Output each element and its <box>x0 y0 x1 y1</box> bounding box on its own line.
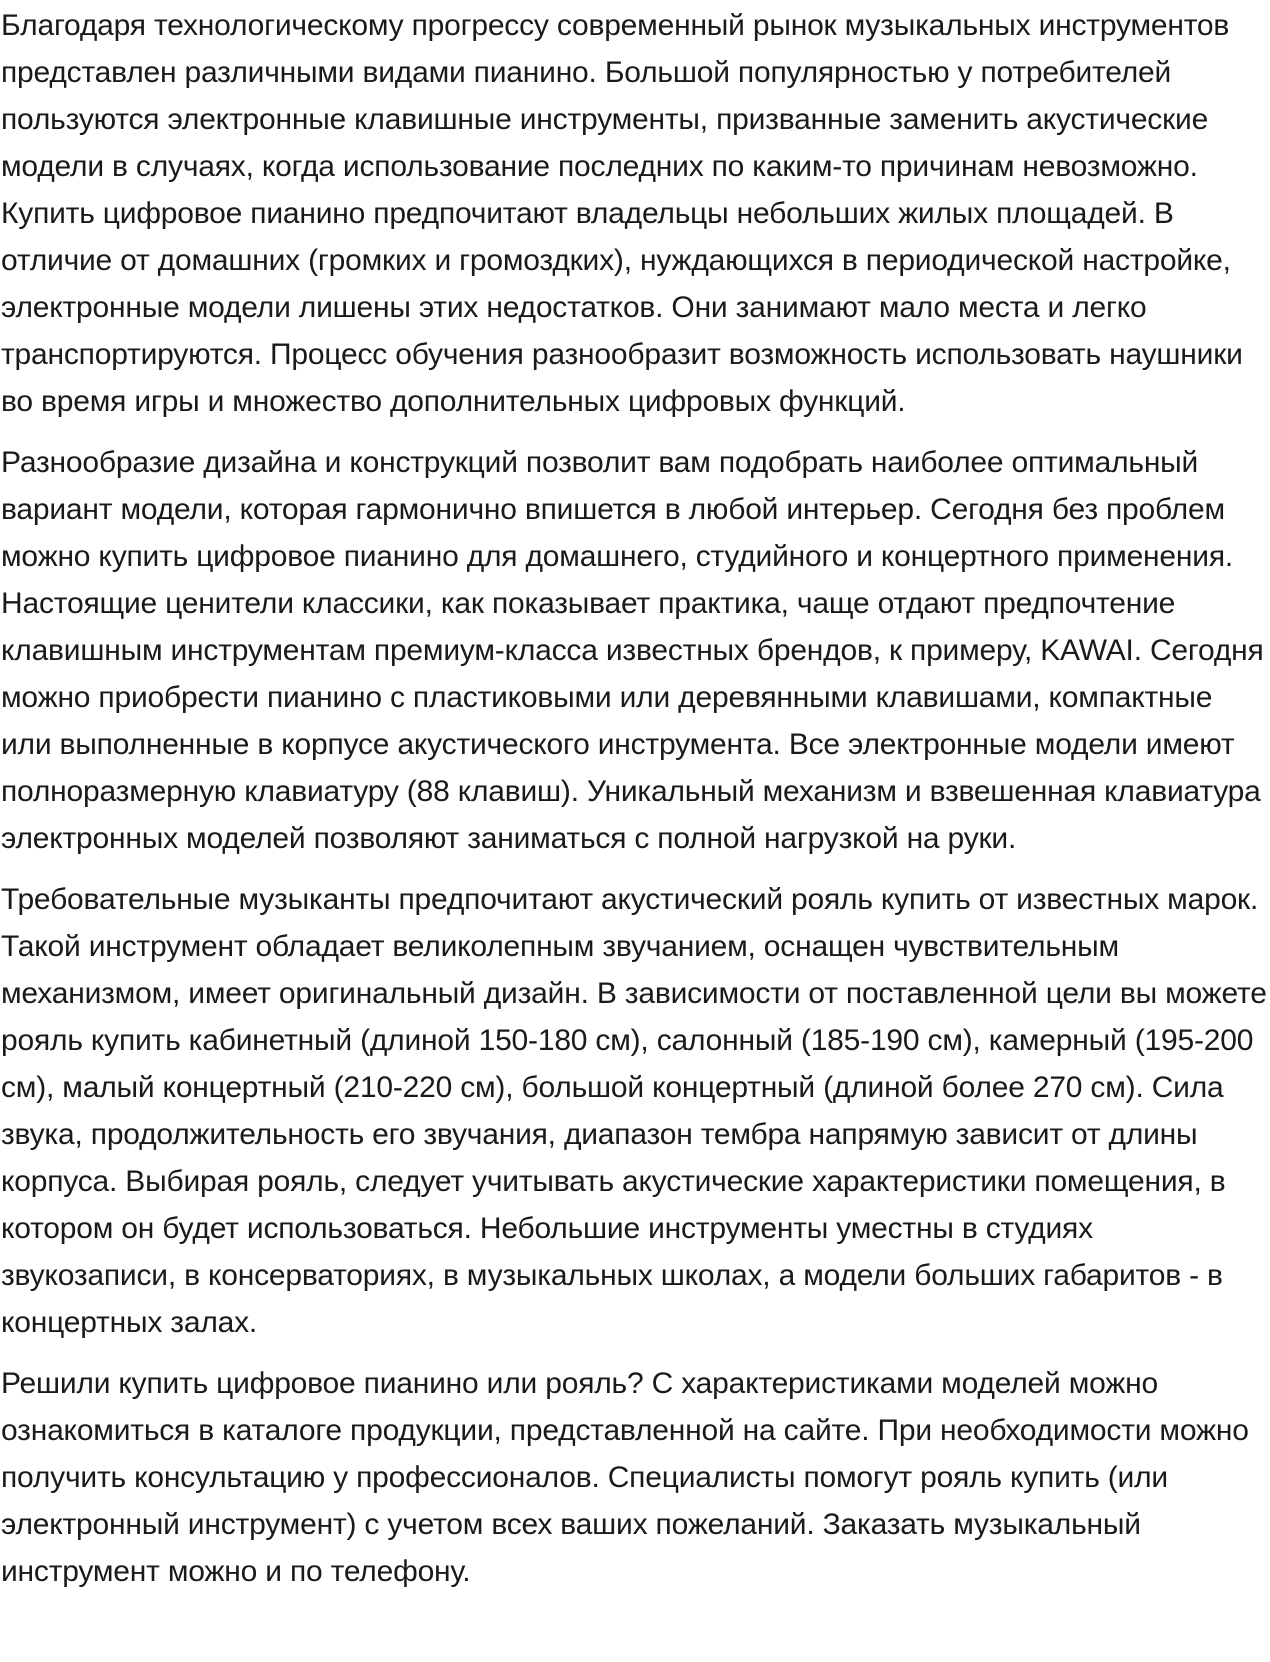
article-body <box>1 2 1269 1595</box>
paragraph-design-variety: Разнообразие дизайна и конструкций позволит вам подобрать наиболее оптимальный вариант модели, которая гармонично впишется в любой интерьер. Сегодня без проблем можно купить цифровое пианино для домашнего, студийного и концертного применения. Настоящие ценители классики, как показывает практика, чаще отдают предпочтение клавишным инструментам премиум-класса известных брендов, к примеру, KAWAI. Сегодня можно приобрести пианино с пластиковыми или деревянными клавишами, компактные или выполненные в корпусе акустического инструмента. Все электронные модели имеют полноразмерную клавиатуру (88 клавиш). Уникальный механизм и взвешенная клавиатура электронных моделей позволяют заниматься с полной нагрузкой на руки. <box>1 446 1264 855</box>
paragraph-ordering-info: Решили купить цифровое пианино или рояль? С характеристиками моделей можно ознакомиться в каталоге продукции, представленной на сайте. При необходимости можно получить консультацию у профессионалов. Специалисты помогут рояль купить (или электронный инструмент) с учетом всех ваших пожеланий. Заказать музыкальный инструмент можно и по телефону. <box>1 1367 1249 1588</box>
paragraph-grand-pianos: Требовательные музыканты предпочитают акустический рояль купить от известных марок. Такой инструмент обладает великолепным звучанием, оснащен чувствительным механизмом, имеет оригинальный дизайн. В зависимости от поставленной цели вы можете рояль купить кабинетный (длиной 150-180 см), салонный (185-190 см), камерный (195-200 см), малый концертный (210-220 см), большой концертный (длиной более 270 см). Сила звука, продолжительность его звучания, диапазон тембра напрямую зависит от длины корпуса. Выбирая рояль, следует учитывать акустические характеристики помещения, в котором он будет использоваться. Небольшие инструменты уместны в студиях звукозаписи, в консерваториях, в музыкальных школах, а модели больших габаритов - в концертных залах. <box>1 883 1267 1339</box>
paragraph-digital-pianos: Благодаря технологическому прогрессу современный рынок музыкальных инструментов представлен различными видами пианино. Большой популярностью у потребителей пользуются электронные клавишные инструменты, призванные заменить акустические модели в случаях, когда использование последних по каким-то причинам невозможно. Купить цифровое пианино предпочитают владельцы небольших жилых площадей. В отличие от домашних (громких и громоздких), нуждающихся в периодической настройке, электронные модели лишены этих недостатков. Они занимают мало места и легко транспортируются. Процесс обучения разнообразит возможность использовать наушники во время игры и множество дополнительных цифровых функций. <box>1 9 1243 418</box>
